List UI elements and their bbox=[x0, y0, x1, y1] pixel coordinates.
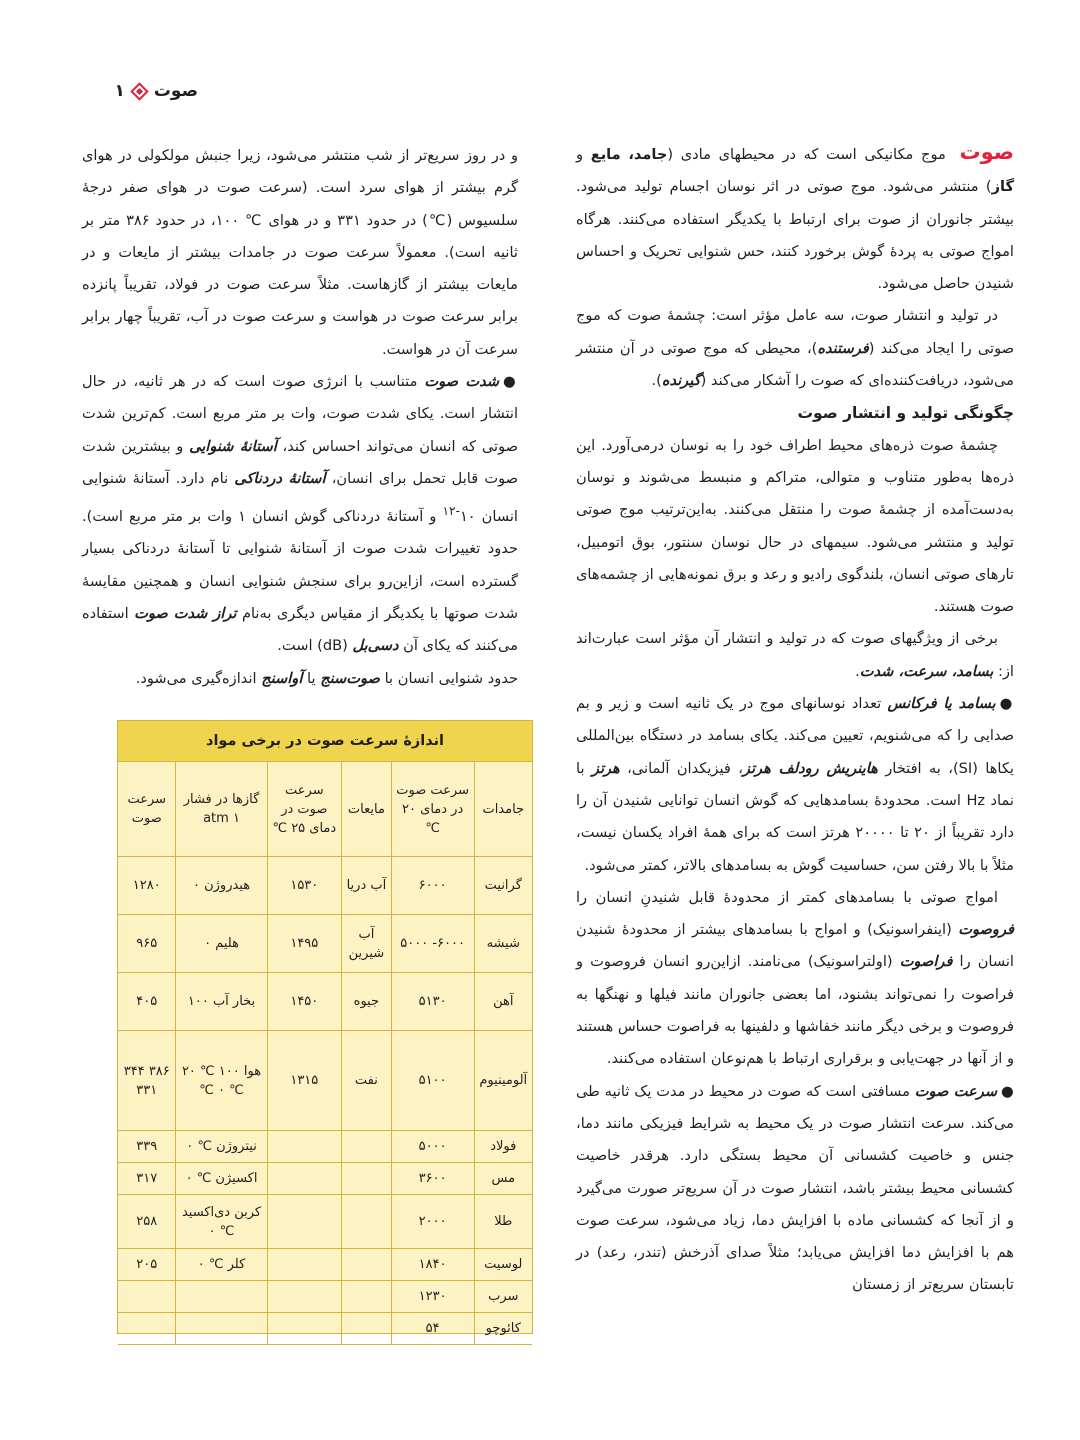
table-cell bbox=[176, 1281, 267, 1313]
table-header-cell: گازها در فشار ۱ atm bbox=[176, 762, 267, 857]
table-cell: نیتروژن ℃ ۰ bbox=[176, 1131, 267, 1163]
table-cell bbox=[342, 1281, 392, 1313]
paragraph-speed-continued: و در روز سریع‌تر از شب منتشر می‌شود، زیرا جنبش مولکولی در هوای گرم بیشتر از هوای سرد است. (سرعت صوت در هوای صفر درجهٔ سلسیوس (℃) در حدود ۳۳۱ و در هوای ℃ ۱۰۰، در حدود ۳۸۶ متر بر ثانیه است). معمولاً سرعت صوت در جامدات بیشتر از مایعات و در مایعات بیشتر از گازهاست. مثلاً سرعت صوت در فولاد، تقریباً پانزده برابر سرعت صوت در هواست و سرعت صوت در آب، تقریباً چهار برابر سرعت آن در هواست. bbox=[82, 147, 519, 358]
table-header-cell: جامدات bbox=[474, 762, 532, 857]
table-cell bbox=[118, 1313, 176, 1345]
bullet-icon: ● bbox=[502, 373, 518, 391]
table-cell: ۲۰۰۰ bbox=[391, 1195, 474, 1249]
running-head bbox=[78, 78, 198, 104]
table-header-cell: سرعت صوت bbox=[118, 762, 176, 857]
table-row bbox=[118, 1031, 532, 1131]
table-row bbox=[118, 1313, 532, 1345]
table-row bbox=[118, 1195, 532, 1249]
table-cell: ۱۳۱۵ bbox=[267, 1031, 342, 1131]
table-cell: لوسیت bbox=[474, 1249, 532, 1281]
paragraph-frequency: ●بسامد یا فرکانس تعداد نوسانهای موج در یک ثانیه است و زیر و بم صدایی را که می‌شنویم، تعیین می‌کند. یکای بسامد در دستگاه بین‌المللی یکاها (SI)، به افتخار هاینریش رودلف هرتز، فیزیکدان آلمانی، هرتز با نماد Hz است. محدودهٔ بسامدهایی که گوش انسان توانایی شنیدن آن را دارد تقریباً از ۲۰ تا ۲۰۰۰۰ هرتز است که برای همهٔ افراد یکسان نیست، مثلاً با بالا رفتن سن، حساسیت گوش به بسامدهای بالاتر، کمتر می‌شود. bbox=[576, 695, 1015, 874]
table-cell bbox=[267, 1195, 342, 1249]
table-cell bbox=[267, 1163, 342, 1195]
paragraph-measurement: حدود شنوایی انسان با صوت‌سنج یا آواسنج اندازه‌گیری می‌شود. bbox=[135, 669, 518, 687]
table-cell bbox=[342, 1313, 392, 1345]
table-cell: ۹۶۵ bbox=[118, 915, 176, 973]
left-column bbox=[82, 140, 518, 695]
table-cell bbox=[176, 1313, 267, 1345]
table-cell: ۱۴۵۰ bbox=[267, 973, 342, 1031]
page-number: ۱ bbox=[114, 81, 125, 101]
bullet-icon: ● bbox=[999, 695, 1015, 713]
diamond-icon bbox=[130, 82, 148, 100]
right-column bbox=[576, 136, 1014, 1302]
paragraph-propagation: چشمهٔ صوت ذره‌های محیط اطراف خود را به نوسان درمی‌آورد. این ذره‌ها به‌طور متناوب و متوالی، متراکم و منبسط می‌شوند و نوسان به‌دست‌آمده از چشمهٔ صوت را منتقل می‌کنند. به‌این‌ترتیب موج صوتی تولید و منتشر می‌شود. سیمهای در حال نوسان سنتور، بوق اتومبیل، تارهای صوتی انسان، بلندگوی رادیو و رعد و برق نمونه‌هایی از چشمه‌های صوت هستند. bbox=[576, 436, 1014, 616]
speed-table-body bbox=[118, 762, 532, 1345]
table-cell: ۱۴۹۵ bbox=[267, 915, 342, 973]
section-title: صوت bbox=[153, 81, 198, 101]
table-header-cell: سرعت صوت در دمای ۲۵ ℃ bbox=[267, 762, 342, 857]
table-cell: هیدروژن ۰ bbox=[176, 857, 267, 915]
paragraph-intensity: ●شدت صوت متناسب با انرژی صوت است که در هر ثانیه، در حال انتشار است. یکای شدت صوت، وات بر متر مربع است. کم‌ترین شدت صوتی که انسان می‌تواند احساس کند، آستانهٔ شنوایی و بیشترین شدت صوت قابل تحمل برای انسان، آستانهٔ دردناکی نام دارد. آستانهٔ شنوایی انسان $۱۰^{-۱۲}$ و آستانهٔ دردناکی گوش انسان ۱ وات بر متر مربع است). حدود تغییرات شدت صوت از آستانهٔ شنوایی تا آستانهٔ دردناکی بسیار گسترده است، ازاین‌رو برای سنجش شنوایی انسان و همچنین مقایسهٔ شدت صوتها با یکدیگر از مقیاس دیگری به‌نام تراز شدت صوت استفاده می‌کنند که یکای آن دسی‌بل (dB) است. bbox=[82, 373, 519, 655]
table-cell: اکسیژن ℃ ۰ bbox=[176, 1163, 267, 1195]
table-cell bbox=[267, 1313, 342, 1345]
watermark: ​ bbox=[527, 577, 593, 613]
table-cell: ۲۰۵ bbox=[118, 1249, 176, 1281]
table-cell: سرب bbox=[474, 1281, 532, 1313]
table-row bbox=[118, 1163, 532, 1195]
table-row bbox=[118, 1249, 532, 1281]
table-cell: کائوچو bbox=[474, 1313, 532, 1345]
table-cell: گرانیت bbox=[474, 857, 532, 915]
table-cell: ۳۶۰۰ bbox=[391, 1163, 474, 1195]
table-cell bbox=[342, 1131, 392, 1163]
table-cell: ۳۱۷ bbox=[118, 1163, 176, 1195]
table-title: اندازهٔ سرعت صوت در برخی مواد bbox=[118, 721, 532, 762]
table-row bbox=[118, 1131, 532, 1163]
table-header-cell: مایعات bbox=[342, 762, 392, 857]
paragraph-properties: برخی از ویژگیهای صوت که در تولید و انتشار آن مؤثر است عبارت‌اند از: بسامد، سرعت، شدت. bbox=[576, 630, 1014, 680]
paragraph-sound-definition: صوت موج مکانیکی است که در محیطهای مادی (جامد، مایع و گاز) منتشر می‌شود. موج صوتی در اثر نوسان اجسام تولید می‌شود. بیشتر جانوران از صوت برای ارتباط با یکدیگر استفاده می‌کنند. هرگاه امواج صوتی به پردهٔ گوش برخورد کنند، حس شنوایی تحریک و احساس شنیدن حاصل می‌شود. bbox=[576, 140, 1015, 293]
table-cell bbox=[267, 1281, 342, 1313]
table-cell: ۱۵۳۰ bbox=[267, 857, 342, 915]
table-cell: ۶۰۰۰- ۵۰۰۰ bbox=[391, 915, 474, 973]
table-cell: هلیم ۰ bbox=[176, 915, 267, 973]
table-header-row bbox=[118, 762, 532, 857]
table-cell bbox=[118, 1281, 176, 1313]
table-cell bbox=[342, 1163, 392, 1195]
term-sound: صوت bbox=[959, 140, 1015, 164]
bullet-icon: ● bbox=[1001, 1082, 1014, 1100]
table-cell: آب دریا bbox=[342, 857, 392, 915]
paragraph-factors: در تولید و انتشار صوت، سه عامل مؤثر است: چشمهٔ صوت که موج صوتی را ایجاد می‌کند (فرستنده)، محیطی که موج صوتی در آن منتشر می‌شود، دریافت‌کننده‌ای که صوت را آشکار می‌کند (گیرنده). bbox=[576, 307, 1014, 390]
table-cell bbox=[342, 1195, 392, 1249]
table-cell: شیشه bbox=[474, 915, 532, 973]
table-cell: ۵۱۳۰ bbox=[391, 973, 474, 1031]
table-header-cell: سرعت صوت در دمای ۲۰ ℃ bbox=[391, 762, 474, 857]
table-cell: کلر ℃ ۰ bbox=[176, 1249, 267, 1281]
table-cell: آب شیرین bbox=[342, 915, 392, 973]
table-cell: آهن bbox=[474, 973, 532, 1031]
speed-table-box bbox=[117, 720, 533, 1334]
table-cell: جیوه bbox=[342, 973, 392, 1031]
table-cell: بخار آب ۱۰۰ bbox=[176, 973, 267, 1031]
table-cell: ۳۳۹ bbox=[118, 1131, 176, 1163]
table-cell: کربن دی‌اکسید ℃ ۰ bbox=[176, 1195, 267, 1249]
table-cell: ۱۲۸۰ bbox=[118, 857, 176, 915]
speed-table bbox=[118, 762, 532, 1345]
table-cell: ۶۰۰۰ bbox=[391, 857, 474, 915]
table-cell: فولاد bbox=[474, 1131, 532, 1163]
table-row bbox=[118, 915, 532, 973]
table-cell: آلومینیوم bbox=[474, 1031, 532, 1131]
table-cell bbox=[342, 1249, 392, 1281]
section-heading: چگونگی تولید و انتشار صوت bbox=[797, 404, 1014, 423]
table-cell: ۴۰۵ bbox=[118, 973, 176, 1031]
table-cell: ۱۸۴۰ bbox=[391, 1249, 474, 1281]
table-cell: نفت bbox=[342, 1031, 392, 1131]
table-cell: ۵۴ bbox=[391, 1313, 474, 1345]
table-cell: ۲۵۸ bbox=[118, 1195, 176, 1249]
table-cell: ۵۱۰۰ bbox=[391, 1031, 474, 1131]
table-cell: مس bbox=[474, 1163, 532, 1195]
table-cell: ۱۲۳۰ bbox=[391, 1281, 474, 1313]
table-row bbox=[118, 1281, 532, 1313]
table-cell: هوا ۱۰۰ ℃ ۲۰ ℃ ۰ ℃ bbox=[176, 1031, 267, 1131]
table-row bbox=[118, 973, 532, 1031]
table-row bbox=[118, 857, 532, 915]
paragraph-infra-ultra: امواج صوتی با بسامدهای کمتر از محدودهٔ قابل شنیدنِ انسان را فروصوت (اینفراسونیک) و امواج با بسامدهای بیشتر از محدودهٔ شنیدن انسان را فراصوت (اولتراسونیک) می‌نامند. ازاین‌رو انسان فروصوت و فراصوت را نمی‌تواند بشنود، اما بعضی جانوران مانند فیلها و نهنگها به فروصوت و برخی دیگر مانند خفاشها و دلفینها به فراصوت حساس هستند و از آنها در جهت‌یابی و برقراری ارتباط با هم‌نوعان استفاده می‌کنند. bbox=[576, 888, 1014, 1068]
table-cell: طلا bbox=[474, 1195, 532, 1249]
table-cell bbox=[267, 1131, 342, 1163]
table-cell: ۵۰۰۰ bbox=[391, 1131, 474, 1163]
paragraph-speed: ●سرعت صوت مسافتی است که صوت در محیط در مدت یک ثانیه طی می‌کند. سرعت انتشار صوت در یک محیط به شرایط فیزیکی مانند دما، جنس و خاصیت کشسانی آن محیط بستگی دارد. هرقدر خاصیت کشسانی محیط بیشتر باشد، انتشار صوت در آن سریع‌تر صورت می‌گیرد و از آنجا که کشسانی ماده با افزایش دما، زیاد می‌شود، سرعت صوت هم با افزایش دما افزایش می‌یابد؛ مثلاً صدای آذرخش (تندر، رعد) در تابستان سریع‌تر از زمستان bbox=[576, 1082, 1014, 1294]
table-cell: ۳۸۶ ۳۴۴ ۳۳۱ bbox=[118, 1031, 176, 1131]
table-cell bbox=[267, 1249, 342, 1281]
